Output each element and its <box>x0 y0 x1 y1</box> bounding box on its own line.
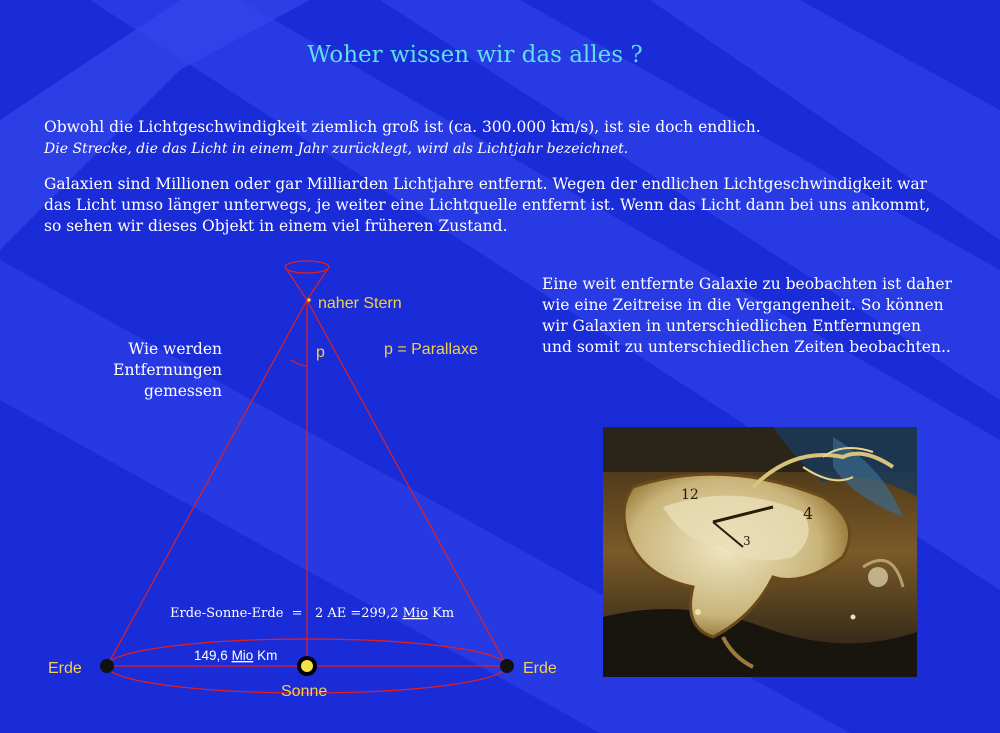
time-travel-text: Eine weit entfernte Galaxie zu beobachten ist daher wie eine Zeitreise in die Vergangenheit. So können wir Galaxien in unterschiedlichen Entfernungen und somit zu unterschiedlichen Zeiten beobachten.. <box>542 275 952 356</box>
parallax-arc <box>291 360 307 366</box>
sun-label: Sonne <box>281 683 328 700</box>
parallax-label: p = Parallaxe <box>384 341 478 358</box>
orbit-label: Erde-Sonne-Erde = 2 AE =299,2 Mio Km <box>170 606 455 621</box>
svg-text:12: 12 <box>681 487 699 503</box>
distance-label: 149,6 Mio Km <box>194 648 278 663</box>
galaxy-paragraph: Galaxien sind Millionen oder gar Milliarden Lichtjahre entfernt. Wegen der endlichen Lichtgeschwindigkeit war das Licht umso länger unterwegs, je weiter eine Lichtquelle entfernt ist. Wenn das Licht dann bei uns ankommt, so sehen wir dieses Objekt in einem viel früheren Zustand. <box>44 175 931 235</box>
p-label: p <box>316 344 325 361</box>
earth-right-dot <box>500 659 514 673</box>
star-label: naher Stern <box>318 295 402 312</box>
intro-line-1: Obwohl die Lichtgeschwindigkeit ziemlich groß ist (ca. 300.000 km/s), ist sie doch endlich. <box>44 118 761 136</box>
how-measured-text: Wie werden Entfernungen gemessen <box>113 340 222 400</box>
earth-right-label: Erde <box>523 660 557 677</box>
cone-top <box>285 261 329 273</box>
earth-left-label: Erde <box>48 660 82 677</box>
earth-left-dot <box>100 659 114 673</box>
svg-text:3: 3 <box>743 534 751 548</box>
star-dot <box>307 298 311 302</box>
page-title: Woher wissen wir das alles ? <box>307 42 643 68</box>
svg-text:4: 4 <box>803 504 814 523</box>
melting-clock-painting <box>603 427 917 677</box>
sun-dot <box>301 660 313 672</box>
intro-line-2: Die Strecke, die das Licht in einem Jahr zurücklegt, wird als Lichtjahr bezeichnet. <box>44 141 629 157</box>
